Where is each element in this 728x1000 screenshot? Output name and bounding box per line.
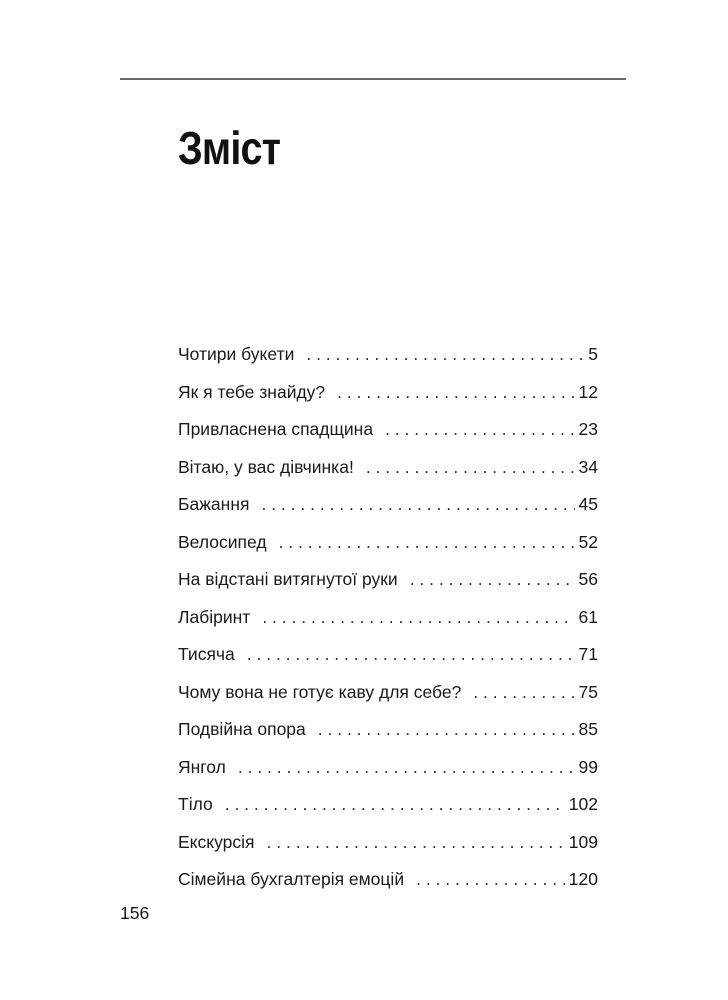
toc-entry-page: 56 [578, 569, 598, 589]
toc-entry [178, 336, 598, 374]
toc-dot-leader [318, 711, 575, 749]
toc-entry-title: Чому вона не готує каву для себе? [178, 681, 462, 702]
toc-entry [178, 486, 598, 524]
toc-entry-page: 5 [588, 344, 598, 364]
toc-entry [178, 749, 598, 787]
toc-dot-leader [416, 861, 565, 899]
toc-entry [178, 636, 598, 674]
toc-entry-page: 52 [578, 531, 598, 552]
table-of-contents [178, 336, 598, 899]
toc-entry-title: Тіло [178, 794, 213, 814]
toc-dot-leader [337, 374, 574, 412]
toc-entry [178, 599, 598, 637]
toc-dot-leader [306, 336, 584, 374]
toc-dot-leader [473, 674, 574, 712]
toc-entry-title: Бажання [178, 494, 250, 514]
toc-entry-title: Екскурсія [178, 831, 255, 852]
toc-entry-title: Сімейна бухгалтерія емоцій [178, 869, 405, 889]
toc-entry [178, 674, 598, 712]
toc-entry-title: Лабіринт [178, 606, 251, 627]
toc-entry-page: 85 [578, 719, 598, 739]
toc-entry [178, 786, 598, 824]
toc-entry-page: 75 [578, 681, 598, 702]
toc-entry-title: Вітаю, у вас дівчинка! [178, 456, 354, 477]
toc-entry-title: Янгол [178, 756, 226, 777]
toc-entry [178, 449, 598, 487]
toc-entry [178, 711, 598, 749]
toc-entry [178, 374, 598, 412]
toc-entry-page: 34 [578, 456, 598, 477]
top-rule [120, 78, 626, 80]
toc-entry-title: Як я тебе знайду? [178, 381, 326, 402]
toc-entry-page: 109 [568, 831, 598, 852]
toc-entry-page: 120 [568, 869, 598, 889]
page-title: Зміст [178, 122, 281, 174]
toc-entry-title: Велосипед [178, 531, 267, 552]
toc-dot-leader [385, 411, 574, 449]
toc-entry-title: Чотири букети [178, 344, 295, 364]
toc-dot-leader [261, 486, 574, 524]
toc-dot-leader [267, 824, 565, 862]
toc-dot-leader [279, 524, 575, 562]
page-number: 156 [120, 903, 150, 923]
toc-entry-page: 45 [578, 494, 598, 514]
toc-entry [178, 411, 598, 449]
toc-entry [178, 861, 598, 899]
toc-entry [178, 524, 598, 562]
toc-entry-title: На відстані витягнутої руки [178, 569, 398, 589]
toc-dot-leader [366, 449, 575, 487]
toc-dot-leader [225, 786, 565, 824]
toc-entry-page: 102 [568, 794, 598, 814]
toc-entry-page: 61 [578, 606, 598, 627]
toc-entry-page: 71 [578, 644, 598, 664]
toc-entry [178, 824, 598, 862]
toc-dot-leader [262, 599, 574, 637]
toc-entry-title: Тисяча [178, 644, 235, 664]
toc-dot-leader [410, 561, 575, 599]
toc-entry [178, 561, 598, 599]
toc-entry-title: Привласнена спадщина [178, 419, 374, 439]
toc-entry-page: 23 [578, 419, 598, 439]
toc-entry-page: 99 [578, 756, 598, 777]
toc-entry-title: Подвійна опора [178, 719, 306, 739]
toc-entry-page: 12 [578, 381, 598, 402]
toc-dot-leader [247, 636, 575, 674]
toc-dot-leader [238, 749, 575, 787]
